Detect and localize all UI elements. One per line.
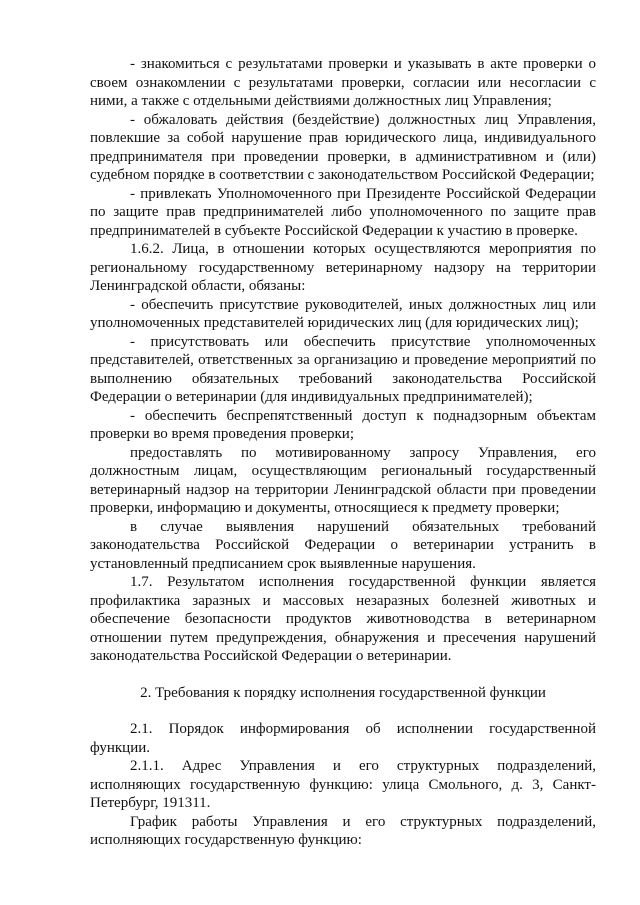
spacer xyxy=(90,666,596,684)
paragraph: График работы Управления и его структурных подразделений, исполняющих государственную функцию: xyxy=(90,813,596,848)
paragraph: - знакомиться с результатами проверки и указывать в акте проверки о своем ознакомлении с результатами проверки, согласии или несогласии с ними, а также с отдельными действиями должностных лиц Управления; xyxy=(90,56,596,109)
paragraph: - обеспечить беспрепятственный доступ к поднадзорным объектам проверки во время проведения проверки; xyxy=(90,407,596,442)
paragraph: 1.6.2. Лица, в отношении которых осуществляются мероприятия по региональному государственному ветеринарному надзору на территории Ленинградской области, обязаны: xyxy=(90,241,596,294)
section-heading: 2. Требования к порядку исполнения государственной функции xyxy=(140,684,546,701)
paragraph: - обеспечить присутствие руководителей, иных должностных лиц или уполномоченных представителей юридических лиц (для юридических лиц); xyxy=(90,296,596,331)
paragraph: - присутствовать или обеспечить присутствие уполномоченных представителей, ответственных за организацию и проведение мероприятий по выполнению обязательных требований законодательства Российской Федерации о ветеринарии (для индивидуальных предпринимателей); xyxy=(90,333,596,405)
paragraph: 1.7. Результатом исполнения государственной функции является профилактика заразных и массовых незаразных болезней животных и обеспечение безопасности продуктов животноводства в ветеринарном отношении путем предупреждения, обнаружения и пресечения нарушений законодательства Российской Федерации о ветеринарии. xyxy=(90,574,596,664)
paragraph: 2.1.1. Адрес Управления и его структурных подразделений, исполняющих государственную функцию: улица Смольного, д. 3, Санкт-Петербург, 191311. xyxy=(90,758,596,811)
paragraph: в случае выявления нарушений обязательных требований законодательства Российской Федерации о ветеринарии устранить в установленный предписанием срок выявленные нарушения. xyxy=(90,518,596,572)
paragraph: - обжаловать действия (бездействие) должностных лиц Управления, повлекшие за собой нарушение прав юридического лица, индивидуального предпринимателя при проведении проверки, в административном и (или) судебном порядке в соответствии с законодательством Российской Федерации; xyxy=(90,111,596,183)
paragraph: - привлекать Уполномоченного при Президенте Российской Федерации по защите прав предпринимателей либо уполномоченного по защите прав предпринимателей в субъекте Российской Федерации к участию в проверке. xyxy=(90,185,596,239)
paragraph: предоставлять по мотивированному запросу Управления, его должностным лицам, осуществляющим региональный государственный ветеринарный надзор на территории Ленинградской области при проведении проверки, информацию и документы, относящиеся к предмету проверки; xyxy=(90,444,596,516)
spacer xyxy=(90,702,596,720)
paragraph: 2.1. Порядок информирования об исполнении государственной функции. xyxy=(90,721,596,756)
